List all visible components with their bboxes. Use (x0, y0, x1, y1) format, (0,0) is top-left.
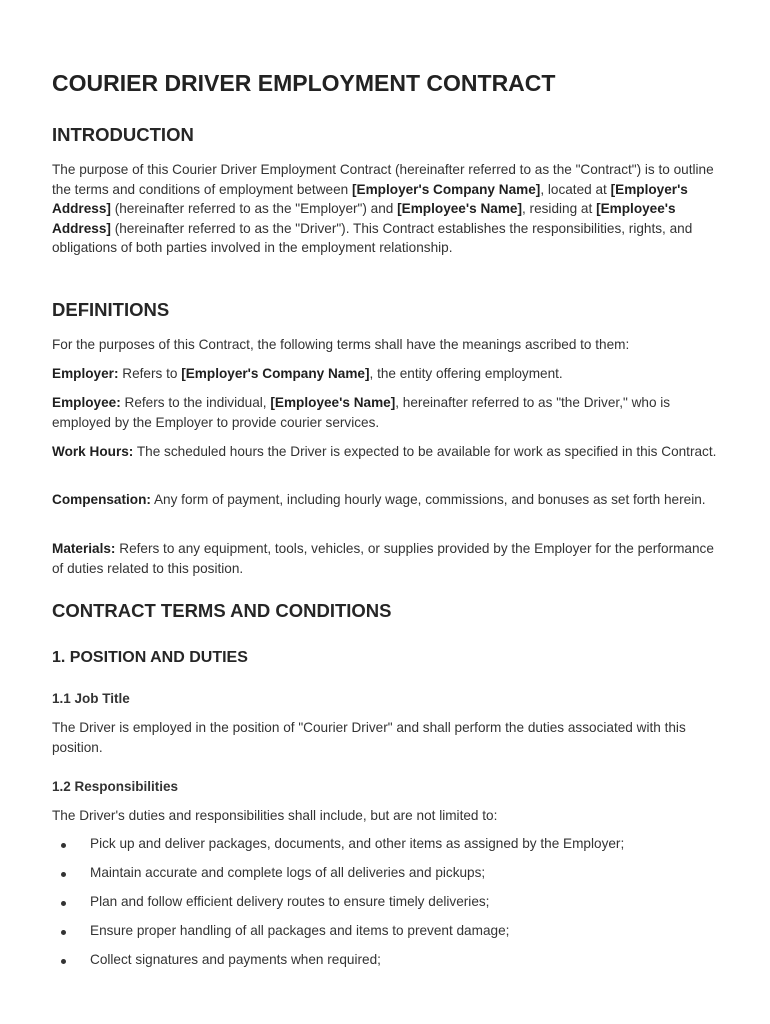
definition-text: The scheduled hours the Driver is expected to be available for work as specified in this Contract. (133, 444, 717, 459)
list-item-text: Maintain accurate and complete logs of all deliveries and pickups; (90, 865, 486, 880)
responsibilities-heading: 1.2 Responsibilities (52, 779, 179, 794)
definition-term: Employer: (52, 366, 119, 381)
intro-text-4: , residing at (522, 201, 597, 217)
definition-work-hours (52, 442, 720, 462)
document-title: COURIER DRIVER EMPLOYMENT CONTRACT (52, 70, 556, 96)
list-item (52, 921, 720, 950)
introduction-heading: INTRODUCTION (52, 124, 194, 145)
definition-text: Refers to the individual, (120, 395, 271, 410)
bullet-icon (61, 930, 66, 935)
definition-text: Refers to (118, 366, 182, 381)
list-item (52, 892, 720, 921)
employee-name-placeholder: [Employee's Name] (397, 201, 522, 217)
list-item (52, 950, 720, 979)
list-item-text: Plan and follow efficient delivery routes to ensure timely deliveries; (90, 894, 490, 909)
employer-company-name-placeholder: [Employer's Company Name] (352, 181, 541, 197)
job-title-heading: 1.1 Job Title (52, 691, 130, 706)
bullet-icon (61, 843, 66, 848)
definition-employer (52, 364, 720, 384)
job-title-paragraph: The Driver is employed in the position of "Courier Driver" and shall perform the duties associated with this position. (52, 720, 686, 755)
list-item (52, 863, 720, 892)
definition-text: Refers to any equipment, tools, vehicles, or supplies provided by the Employer for the performance of duties related to this position. (52, 541, 714, 576)
employer-company-name-placeholder: [Employer's Company Name] (181, 366, 370, 381)
employee-address-placeholder: [Employee's Address] (52, 201, 676, 236)
definition-term: Employee: (52, 395, 121, 410)
intro-text-1: The purpose of this Courier Driver Employment Contract (hereinafter referred to as the "Contract") is to outline the terms and conditions of employment between (52, 162, 714, 197)
list-item-text: Ensure proper handling of all packages and items to prevent damage; (90, 923, 510, 938)
definition-term: Materials: (52, 541, 116, 556)
employee-name-placeholder: [Employee's Name] (270, 395, 396, 410)
intro-text-2: , located at (540, 181, 611, 197)
list-item-text: Collect signatures and payments when required; (90, 952, 381, 967)
introduction-paragraph (52, 160, 720, 258)
intro-text-5: (hereinafter referred to as the "Driver"). This Contract establishes the responsibilities, rights, and obligations of both parties involved in the employment relationship. (52, 220, 693, 256)
definition-text: , the entity offering employment. (369, 366, 563, 381)
bullet-icon (61, 872, 66, 877)
definition-employee (52, 393, 720, 432)
definition-term: Work Hours: (52, 444, 134, 459)
employer-address-placeholder: [Employer's Address] (52, 181, 688, 217)
responsibilities-list (52, 834, 720, 979)
definition-text: , hereinafter referred to as "the Driver," who is employed by the Employer to provide courier services. (52, 395, 671, 430)
list-item (52, 834, 720, 863)
definition-term: Compensation: (52, 492, 151, 507)
bullet-icon (61, 901, 66, 906)
position-duties-heading: 1. POSITION AND DUTIES (52, 649, 248, 666)
definition-materials (52, 539, 720, 578)
list-item-text: Pick up and deliver packages, documents, and other items as assigned by the Employer; (90, 836, 625, 851)
definitions-heading: DEFINITIONS (52, 299, 170, 320)
bullet-icon (61, 959, 66, 964)
definition-compensation (52, 490, 720, 510)
responsibilities-intro: The Driver's duties and responsibilities shall include, but are not limited to: (52, 808, 498, 823)
definitions-intro: For the purposes of this Contract, the following terms shall have the meanings ascribed to them: (52, 337, 630, 352)
definition-text: Any form of payment, including hourly wage, commissions, and bonuses as set forth herein. (150, 492, 706, 507)
intro-text-3: (hereinafter referred to as the "Employer") and (110, 201, 398, 217)
contract-terms-heading: CONTRACT TERMS AND CONDITIONS (52, 600, 392, 621)
